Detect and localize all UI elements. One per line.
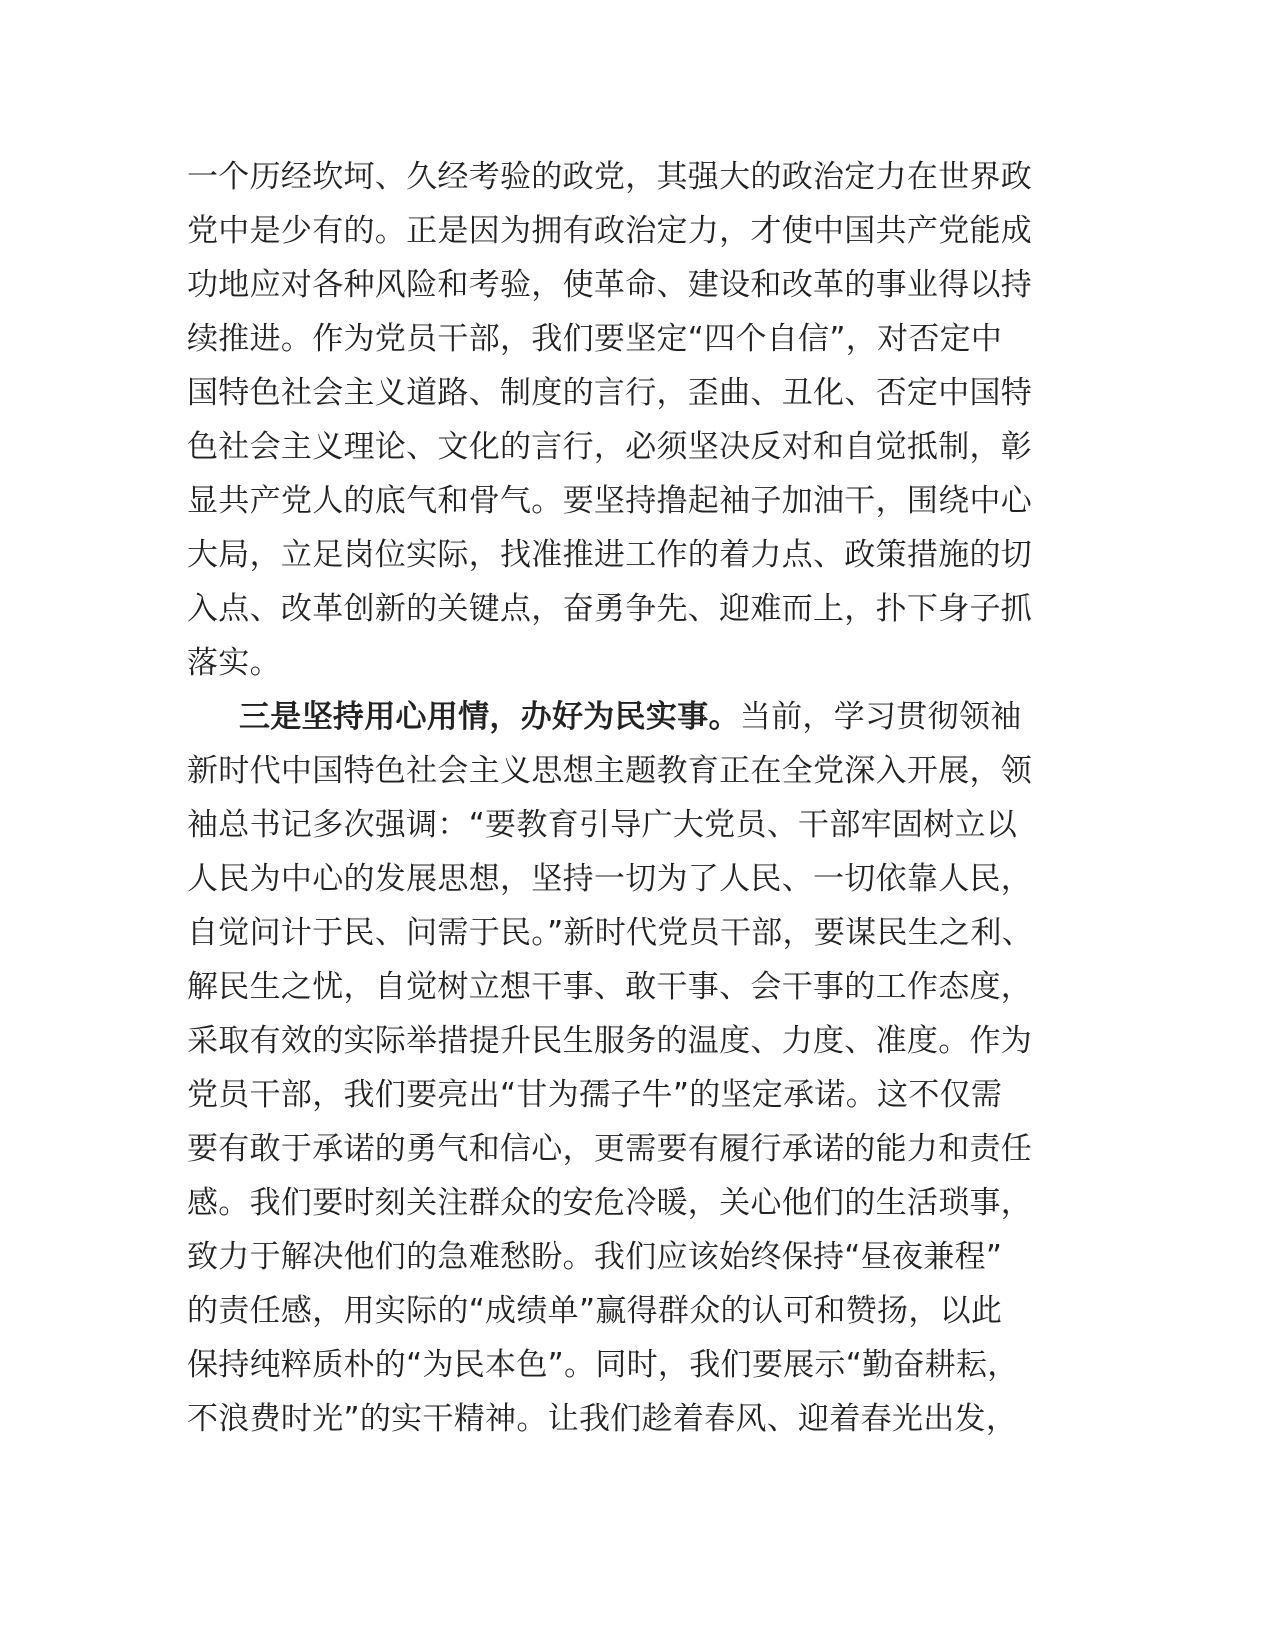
text-line: 续推进。作为党员干部，我们要坚定“四个自信”，对否定中: [187, 321, 1003, 357]
text-line: 解民生之忧，自觉树立想干事、敢干事、会干事的工作态度，: [187, 969, 1033, 1005]
text-line: 入点、改革创新的关键点，奋勇争先、迎难而上，扑下身子抓: [187, 591, 1033, 627]
text-line: 功地应对各种风险和考验，使革命、建设和改革的事业得以持: [187, 267, 1033, 303]
text-line: 色社会主义理论、文化的言行，必须坚决反对和自觉抵制，彰: [187, 429, 1033, 465]
document-body: [187, 150, 1107, 1446]
text-line: 感。我们要时刻关注群众的安危冷暖，关心他们的生活琐事，: [187, 1185, 1033, 1221]
text-line: 不浪费时光”的实干精神。让我们趁着春风、迎着春光出发，: [187, 1401, 1018, 1437]
text-line: 国特色社会主义道路、制度的言行，歪曲、丑化、否定中国特: [187, 375, 1033, 411]
text-line: 致力于解决他们的急难愁盼。我们应该始终保持“昼夜兼程”: [187, 1239, 1003, 1275]
text-line: 自觉问计于民、问需于民。”新时代党员干部，要谋民生之利、: [187, 915, 1033, 951]
paragraph-2: [187, 690, 1107, 1446]
text-line: 袖总书记多次强调：“要教育引导广大党员、干部牢固树立以: [187, 807, 1018, 843]
text-line: 落实。: [187, 645, 281, 681]
text-line: 保持纯粹质朴的“为民本色”。同时，我们要展示“勤奋耕耘，: [187, 1347, 1019, 1383]
text-line: 显共产党人的底气和骨气。要坚持撸起袖子加油干，围绕中心: [187, 483, 1033, 519]
text-line: 党中是少有的。正是因为拥有政治定力，才使中国共产党能成: [187, 213, 1033, 249]
text-line: 采取有效的实际举措提升民生服务的温度、力度、准度。作为: [187, 1023, 1033, 1059]
text-line: 的责任感，用实际的“成绩单”赢得群众的认可和赞扬，以此: [187, 1293, 1003, 1329]
text-line: 要有敢于承诺的勇气和信心，更需要有履行承诺的能力和责任: [187, 1131, 1033, 1167]
text-line: 大局，立足岗位实际，找准推进工作的着力点、政策措施的切: [187, 537, 1033, 573]
text-line: 党员干部，我们要亮出“甘为孺子牛”的坚定承诺。这不仅需: [187, 1077, 1003, 1113]
text-line: 人民为中心的发展思想，坚持一切为了人民、一切依靠人民，: [187, 861, 1033, 897]
section-heading: 三是坚持用心用情，办好为民实事。: [239, 699, 740, 735]
first-line-text: 当前，学习贯彻领袖: [739, 699, 1022, 735]
paragraph-first-line: [187, 690, 1107, 744]
text-line: 新时代中国特色社会主义思想主题教育正在全党深入开展，领: [187, 753, 1033, 789]
text-line: 一个历经坎坷、久经考验的政党，其强大的政治定力在世界政: [187, 159, 1033, 195]
paragraph-1: [187, 150, 1107, 690]
